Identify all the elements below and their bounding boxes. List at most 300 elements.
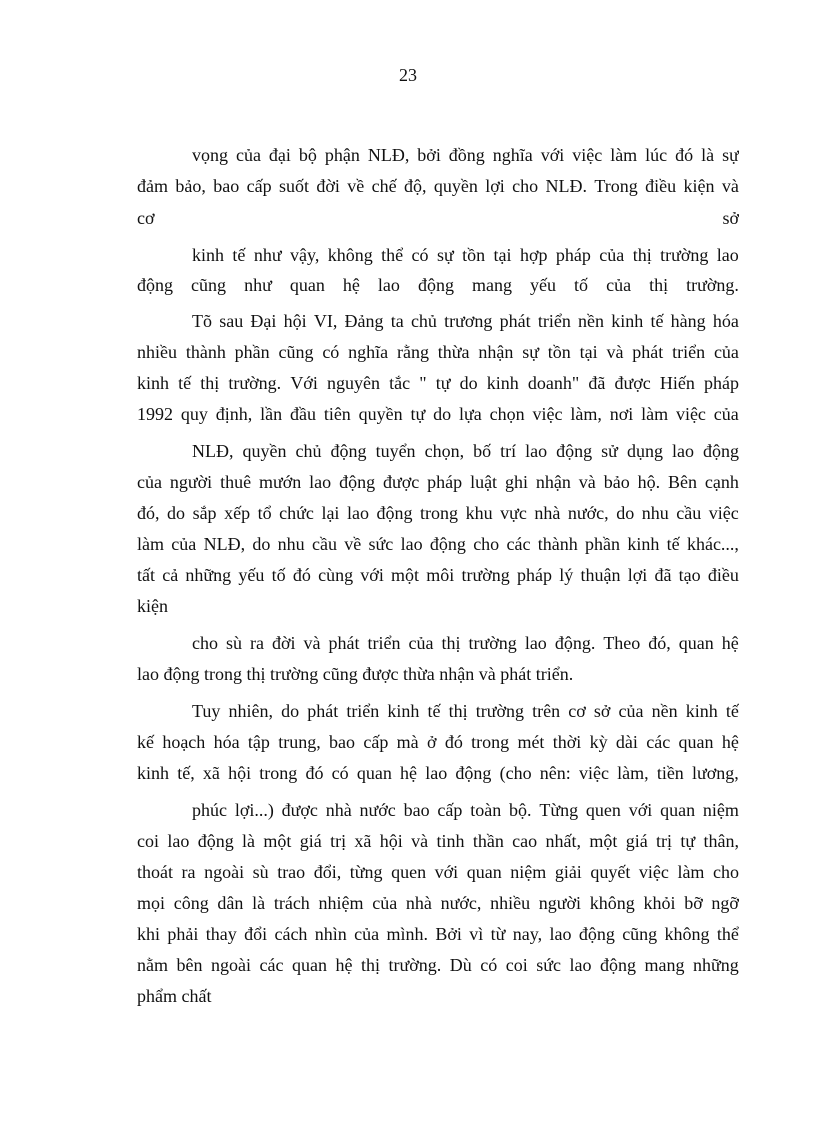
word: những [693,955,739,975]
text-line [192,306,739,336]
word: chủ [295,441,322,461]
word: như [253,245,282,265]
word: đổi, [313,862,342,882]
word: hóa [712,311,739,331]
word: động. [554,633,596,653]
word: dài [615,732,638,752]
word: khỏi [643,893,676,913]
text-line [137,399,739,429]
word: NLĐ, [192,441,234,461]
word: thị [360,955,380,975]
word: tiền [656,763,684,783]
word: được [382,472,420,492]
word: chức [279,503,314,523]
word: có [411,245,429,265]
word: hội [283,311,307,331]
word: Tuy [192,701,221,721]
word: cho [192,633,218,653]
word: quyền [433,176,478,196]
word: đó [444,732,463,752]
word: thể [381,245,404,265]
word: trường [475,701,525,721]
word: lao [167,831,190,851]
word: người [538,893,582,913]
word: hàng [670,311,706,331]
word: bộ [298,145,317,165]
word: có [331,763,349,783]
text-line [192,628,739,658]
word: nhà [325,800,352,820]
word: do [167,503,186,523]
word: do [252,534,271,554]
word: trong [471,732,510,752]
word: nhận [535,472,571,492]
word: pháp [427,472,463,492]
word: phải [167,924,199,944]
word: do [433,404,452,424]
word: lao [400,534,423,554]
word: lao [524,633,547,653]
word: ở [426,732,437,752]
word: tố [574,275,589,295]
word: phát [307,701,339,721]
word: rằng [396,342,429,362]
word: nhà [534,503,561,523]
word: vọng [192,145,228,165]
text-line [137,727,739,757]
text-line [137,337,739,367]
text-line [137,888,739,918]
word: đời [272,633,296,653]
text-line: kiện [137,596,168,616]
word: lao [425,763,448,783]
word: từng [349,862,383,882]
word: quan [678,732,714,752]
word: phát [328,633,360,653]
word: với [628,800,653,820]
word: Tõ [192,311,212,331]
word: đã [588,373,606,393]
word: trên [532,701,561,721]
word: thị [441,633,461,653]
word: (cho [499,763,532,783]
word: tuyển [375,441,416,461]
word: độ, [404,176,427,196]
word: mang [644,955,685,975]
word: Trong [594,176,638,196]
word: tắc [389,373,411,393]
word: tế [725,701,739,721]
word: phúc [192,800,227,820]
text-line [137,270,739,300]
word: động [339,472,376,492]
word: và [578,472,596,492]
word: đảm [137,176,168,196]
word: sù [252,862,269,882]
text-line: phẩm chất [137,986,212,1006]
word: 1992 [137,404,173,424]
word: trị [330,831,347,851]
word: nền [578,311,605,331]
word: hợp [519,245,548,265]
word: NLĐ, [367,145,410,165]
word: và [606,342,624,362]
word: về [344,534,362,554]
word: giá [625,831,648,851]
text-line [192,795,739,825]
word: vì [469,924,484,944]
word: động [376,503,413,523]
word: động [578,924,615,944]
word: ngoài [204,862,245,882]
word: tất [137,565,155,585]
word: nước, [440,893,482,913]
word: cấp [437,800,463,820]
word: là [252,893,266,913]
word: việc [638,862,669,882]
word: ngoài [211,955,251,975]
word: lao [309,472,332,492]
word: sở [593,701,611,721]
word: việc [675,404,706,424]
word: thay [205,924,237,944]
word: của [235,145,261,165]
word: triển [367,633,401,653]
word: làm [137,534,164,554]
word: cạnh [704,472,739,492]
word: hội [379,831,403,851]
word: kinh [137,373,170,393]
word: Bởi [435,924,462,944]
word: coi [505,955,528,975]
word: trường. [388,955,442,975]
word: không [589,893,635,913]
word: động [330,441,367,461]
word: thoát [137,862,173,882]
word: bên [176,955,203,975]
word: có [480,955,498,975]
word: ghi [504,472,528,492]
word: nhiều [490,893,531,913]
word: kinh [685,701,718,721]
word: bảo, [175,176,206,196]
word: NLĐ, [203,534,246,554]
word: dụng [626,441,663,461]
word: lao [716,245,739,265]
word: " [419,373,427,393]
word: thể [716,924,739,944]
word: phát [499,311,531,331]
word: nơi [609,404,634,424]
text-line [137,857,739,887]
word: tồn [462,245,486,265]
word: cũng [191,275,227,295]
word: kinh [137,763,170,783]
word: vậy, [290,245,320,265]
word: nên: [539,763,571,783]
word: hóa [213,732,240,752]
word: ra [250,633,264,653]
word: từ [490,924,506,944]
word: trường [468,633,517,653]
text-line [137,826,739,856]
word: luật [470,472,498,492]
word: đại [268,145,291,165]
word: yếu [238,565,265,585]
word: thuê [220,472,252,492]
word: các [646,732,671,752]
text-line [137,529,739,559]
word: động [137,275,173,295]
word: ra [181,862,196,882]
word: kinh [387,701,420,721]
word: quan [289,275,325,295]
word: mướn [258,472,302,492]
word: dân [217,893,244,913]
word: khu [465,503,493,523]
word: mình. [386,924,429,944]
word: của [713,342,739,362]
word: cơ [568,701,586,721]
word: việc [578,763,609,783]
word: sự [436,245,454,265]
word: động [556,441,593,461]
word: động [702,441,739,461]
word: điều [645,176,677,196]
text-line [137,171,739,201]
word: chọn, [424,441,465,461]
word: về [347,176,365,196]
word: tế [232,245,246,265]
word: bộ. [509,800,532,820]
word: thành [537,534,578,554]
word: động [197,831,234,851]
word: nhiều [137,342,177,362]
word: quyền [358,404,403,424]
word: của [599,245,625,265]
word: kỳ [589,732,608,752]
text-line [137,919,739,949]
word: ngỡ [711,893,739,913]
word: xã [202,763,220,783]
word: điều [707,565,739,585]
word: lần [260,404,283,424]
word: bởi [417,145,441,165]
word: cao [512,831,538,851]
word: toàn [470,800,502,820]
word: đồng [448,145,485,165]
word: cầu [311,534,337,554]
word: cũng [622,924,658,944]
word: là [242,831,256,851]
word: động [429,534,466,554]
word: cầu [676,503,702,523]
word: sau [219,311,244,331]
word: lương, [692,763,739,783]
word: định, [215,404,253,424]
word: làm, [570,404,602,424]
word: làm [610,145,638,165]
word: người [169,472,213,492]
word: Từng [539,800,579,820]
word: cho [712,862,739,882]
word: lợi...) [234,800,274,820]
word: sở [722,208,739,228]
word: động [600,955,637,975]
word: của [354,924,380,944]
word: được [281,800,318,820]
word: với [360,565,384,585]
word: động [417,275,454,295]
word: ta [390,311,404,331]
word: một [263,831,292,851]
word: lao [346,503,369,523]
word: NLĐ. [545,176,588,196]
word: lý [559,565,574,585]
word: tập [247,732,270,752]
word: có [322,342,340,362]
word: pháp [703,373,739,393]
word: trường. [686,275,739,295]
word: hệ [721,732,739,752]
word: khác..., [686,534,739,554]
word: sự [522,342,539,362]
word: triển [672,342,706,362]
word: lợi [485,176,505,196]
word: trương [444,311,493,331]
word: làm [641,404,669,424]
word: nhiệm [318,893,364,913]
word: sử [601,441,618,461]
word: của [137,472,162,492]
word: không [664,924,710,944]
word: không [327,245,373,265]
word: hệ [335,955,353,975]
word: sù [226,633,243,653]
word: mang [471,275,512,295]
word: chọn [489,404,525,424]
word: trị [656,831,673,851]
word: việc [708,503,739,523]
word: trường [660,245,709,265]
word: Với [290,373,318,393]
word: xã [354,831,372,851]
word: tại [493,245,512,265]
word: thân, [703,831,739,851]
word: trách [273,893,310,913]
word: nước [359,800,396,820]
word: sắp [192,503,217,523]
word: tự [680,831,696,851]
word: tiên [323,404,351,424]
word: bỡ [684,893,703,913]
text-line [137,950,739,980]
word: sức [536,955,562,975]
word: tố [271,565,286,585]
word: thuận [580,565,621,585]
word: đời [316,176,340,196]
word: những [185,565,232,585]
word: sức [368,534,394,554]
word: và [721,176,739,196]
word: Hiến [659,373,695,393]
word: quan [291,955,327,975]
word: nước, [567,503,609,523]
word: quan [466,862,502,882]
word: và [411,831,429,851]
text-line [137,560,739,590]
word: khi [137,924,161,944]
word: của [171,534,197,554]
word: quen [585,800,621,820]
word: thị [200,373,220,393]
word: của [372,893,398,913]
word: cách [274,924,308,944]
word: do [616,503,635,523]
word: quan [678,633,714,653]
word: hệ [400,763,418,783]
word: yếu [530,275,557,295]
word: của [618,701,644,721]
word: thị [649,275,669,295]
word: các [259,955,284,975]
word: của [606,275,632,295]
word: kinh [627,534,660,554]
text-line [137,368,739,398]
text-line [192,436,739,466]
word: việc [572,145,603,165]
word: trung, [278,732,321,752]
word: pháp [555,245,591,265]
word: đổi [244,924,268,944]
word: nhiên, [228,701,273,721]
word: tế [666,534,680,554]
word: việc [532,404,563,424]
word: cho [473,534,500,554]
word: nhận [478,342,514,362]
word: nhà [405,893,432,913]
word: như [244,275,272,295]
word: triển [537,311,571,331]
word: quan [356,763,392,783]
word: mọi [137,893,166,913]
word: trường. [228,373,282,393]
word: quyền [242,441,287,461]
word: tự [410,404,426,424]
word: nghĩa [492,145,533,165]
word: nay, [512,924,543,944]
word: cùng [318,565,354,585]
text-line [137,203,739,233]
word: lao [377,275,400,295]
word: tế [650,311,664,331]
word: bao [403,800,430,820]
word: do [459,373,478,393]
word: thị [448,701,468,721]
word: bao [329,732,356,752]
word: Dù [449,955,472,975]
word: lao [671,441,694,461]
word: kinh [192,245,225,265]
text-line [137,467,739,497]
word: pháp [517,565,553,585]
text-line [137,498,739,528]
word: bảo [603,472,630,492]
word: Đại [250,311,277,331]
word: trí [500,441,517,461]
word: được [614,373,651,393]
word: đầu [289,404,316,424]
